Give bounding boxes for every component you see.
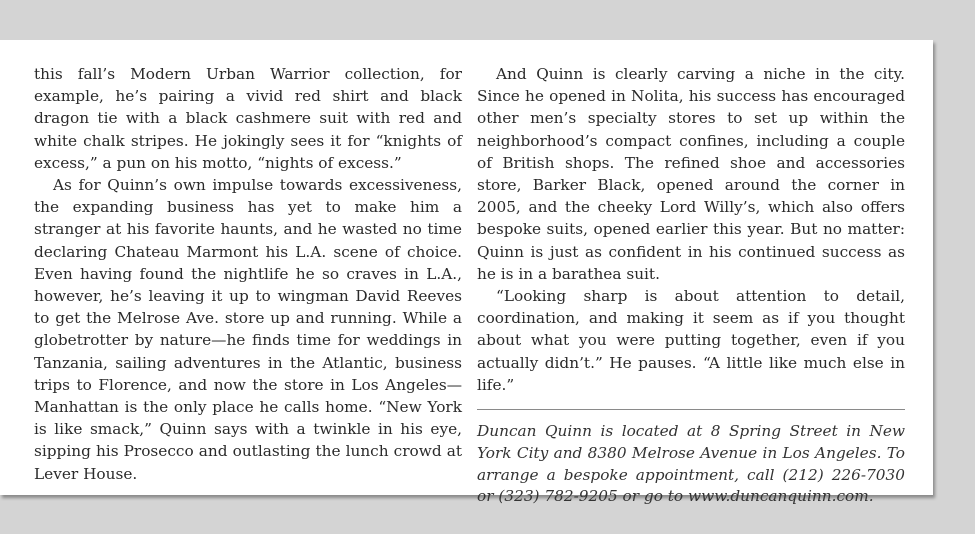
right-column	[477, 63, 905, 508]
left-column	[34, 63, 462, 485]
section-divider	[477, 409, 905, 410]
magazine-page	[0, 40, 933, 506]
left-paragraph-2: As for Quinn’s own impulse towards excessiveness, the expanding business has yet to make him a stranger at his favorite haunts, and he wasted no time declaring Chateau Marmont his L.A. scene of choice. Even having found the nightlife he so craves in L.A., however, he’s leaving it up to wingman David Reeves to get the Melrose Ave. store up and running. While a globetrotter by nature—he finds time for weddings in Tanzania, sailing adventures in the Atlantic, business trips to Florence, and now the store in Los Angeles—Manhattan is the only place he calls home. “New York is like smack,” Quinn says with a twinkle in his eye, sipping his Prosecco and outlasting the lunch crowd at Lever House.	[34, 176, 462, 483]
right-paragraph-1: And Quinn is clearly carving a niche in the city. Since he opened in Nolita, his success has encouraged other men’s specialty stores to set up within the neighborhood’s compact confines, including a couple of British shops. The refined shoe and accessories store, Barker Black, opened around the corner in 2005, and the cheeky Lord Willy’s, which also offers bespoke suits, opened earlier this year. But no matter: Quinn is just as confident in his continued success as he is in a barathea suit.	[477, 65, 905, 283]
left-paragraph-1: this fall’s Modern Urban Warrior collection, for example, he’s pairing a vivid red shirt and black dragon tie with a black cashmere suit with red and white chalk stripes. He jokingly sees it for “knights of excess,” a pun on his motto, “nights of excess.”	[34, 65, 462, 172]
store-info-credit: Duncan Quinn is located at 8 Spring Street in New York City and 8380 Melrose Avenue in Los Angeles. To arrange a bespoke appointment, call (212) 226-7030 or (323) 782-9205 or go to www.duncanquinn.com.	[477, 422, 905, 506]
right-paragraph-2: “Looking sharp is about attention to detail, coordination, and making it seem as if you thought about what you were putting together, even if you actually didn’t.” He pauses. “A little like much else in life.”	[477, 287, 905, 394]
